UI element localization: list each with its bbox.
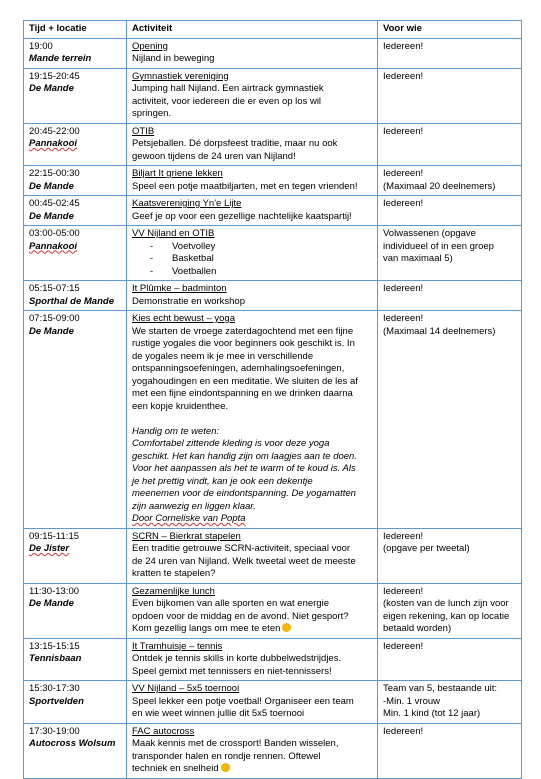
- location: Tennisbaan: [29, 653, 82, 664]
- description-line: We starten de vroege zaterdagochtend met een fijne: [132, 325, 354, 337]
- smiley-emoji-icon: [221, 763, 230, 772]
- activity-title: Kies echt bewust – yoga: [132, 313, 235, 324]
- description-line: Jumping hall Nijland. Een airtrack gymnastiek: [132, 83, 324, 94]
- audience-line: (Maximaal 14 deelnemers): [383, 325, 496, 337]
- description-line: en wie weet winnen jullie dit 5x5 toernooi: [132, 708, 305, 719]
- table-row: [24, 311, 522, 529]
- note-line: Handig om te weten:: [132, 425, 220, 437]
- activity-cell: [127, 681, 378, 724]
- activity-cell: [127, 226, 378, 281]
- audience-line: (Maximaal 20 deelnemers): [383, 180, 496, 192]
- activity-title: Kaatsvereniging Yn'e Lijte: [132, 198, 242, 209]
- activity-title: VV Nijland en OTIB: [132, 228, 215, 239]
- audience-line: Min. 1 kind (tot 12 jaar): [383, 708, 481, 719]
- description-line: Maak kennis met de crossport! Banden wisselen,: [132, 738, 339, 749]
- audience-cell: [378, 583, 522, 638]
- activity-title: Gymnastiek vereniging: [132, 70, 229, 82]
- description-line: Speel lekker een potje voetbal! Organiseer een team: [132, 695, 354, 707]
- time-slot: 19:00: [29, 40, 53, 52]
- activity-cell: [127, 583, 378, 638]
- table-row: [24, 38, 522, 68]
- description-line: de 24 uren van Nijland. Welk tweetal weet de meeste: [132, 555, 356, 567]
- audience-line: Iedereen!: [383, 530, 424, 542]
- schedule-table: [23, 20, 522, 779]
- description-line: Speel een potje maatbiljarten, met en tegen vrienden!: [132, 180, 358, 192]
- activity-list-item: - Voetvolley: [150, 241, 372, 254]
- activity-title: VV Nijland – 5x5 toernooi: [132, 683, 240, 694]
- audience-cell: [378, 528, 522, 583]
- time-slot: 03:00-05:00: [29, 228, 80, 239]
- table-row: [24, 723, 522, 778]
- description-line: yogahoudingen en een meditatie. We sluiten de les af: [132, 375, 358, 387]
- activity-list-item: - Basketbal: [150, 253, 372, 266]
- description-line: Nijland in beweging: [132, 53, 215, 64]
- activity-cell: [127, 68, 378, 123]
- activity-cell: [127, 166, 378, 196]
- time-location-cell: [24, 196, 127, 226]
- audience-line: (opgave per tweetal): [383, 543, 470, 554]
- audience-line: Iedereen!: [383, 70, 424, 82]
- audience-line: van maximaal 5): [383, 253, 453, 264]
- activity-cell: [127, 38, 378, 68]
- audience-cell: [378, 196, 522, 226]
- audience-line: -Min. 1 vrouw: [383, 695, 441, 707]
- time-location-cell: [24, 123, 127, 166]
- description-line: ontspanningsoefeningen, ademhalingsoefeningen,: [132, 363, 345, 374]
- description-line: kratten te stapelen?: [132, 568, 216, 579]
- table-row: [24, 166, 522, 196]
- note-line: zijn aanwezig en liggen klaar.: [132, 500, 256, 512]
- time-location-cell: [24, 583, 127, 638]
- activity-title: OTIB: [132, 125, 155, 137]
- audience-line: Iedereen!: [383, 125, 424, 137]
- description-line: Ontdek je tennis skills in korte dubbelwedstrijdjes.: [132, 653, 342, 664]
- time-slot: 20:45-22:00: [29, 125, 80, 137]
- description-line: gewoon tijdens de 24 uren van Nijland!: [132, 150, 296, 162]
- audience-cell: [378, 226, 522, 281]
- description-line: activiteit, voor iedereen die er even op los wil: [132, 95, 322, 107]
- description-line: de yogales neem ik je mee in verschillende: [132, 350, 314, 362]
- header-row: [24, 21, 522, 39]
- time-location-cell: [24, 281, 127, 311]
- activity-title: SCRN – Bierkrat stapelen: [132, 530, 241, 542]
- location: Autocross Wolsum: [29, 738, 116, 749]
- time-location-cell: [24, 638, 127, 681]
- audience-line: Iedereen!: [383, 283, 424, 294]
- activity-title: Gezamenlijke lunch: [132, 585, 215, 597]
- table-row: [24, 583, 522, 638]
- location: Sportvelden: [29, 695, 84, 707]
- time-slot: 07:15-09:00: [29, 313, 80, 324]
- time-slot: 19:15-20:45: [29, 70, 80, 82]
- table-row: [24, 123, 522, 166]
- description-line: transponder halen en rondje rennen. Oftewel: [132, 750, 321, 762]
- audience-cell: [378, 281, 522, 311]
- activity-cell: [127, 196, 378, 226]
- audience-cell: [378, 638, 522, 681]
- header-who: Voor wie: [378, 21, 522, 39]
- time-location-cell: [24, 723, 127, 778]
- audience-line: betaald worden): [383, 623, 452, 634]
- location: De Mande: [29, 325, 74, 337]
- time-slot: 09:15-11:15: [29, 530, 80, 542]
- audience-line: Team van 5, bestaande uit:: [383, 683, 498, 694]
- note-line: je het prettig vindt, kan je ook een dekentje: [132, 475, 313, 487]
- table-row: [24, 68, 522, 123]
- table-row: [24, 638, 522, 681]
- description-line: springen.: [132, 108, 172, 119]
- location: Pannakooi: [29, 138, 78, 149]
- activity-cell: [127, 123, 378, 166]
- location: De Mande: [29, 598, 74, 609]
- time-location-cell: [24, 38, 127, 68]
- time-slot: 05:15-07:15: [29, 283, 80, 294]
- audience-cell: [378, 723, 522, 778]
- time-slot: 17:30-19:00: [29, 725, 80, 737]
- table-row: [24, 528, 522, 583]
- location: Sporthal de Mande: [29, 295, 114, 307]
- audience-line: Volwassenen (opgave: [383, 228, 476, 239]
- audience-line: eigen rekening, kan op locatie: [383, 610, 510, 622]
- table-row: [24, 281, 522, 311]
- time-location-cell: [24, 68, 127, 123]
- note-line: Comfortabel zittende kleding is voor deze yoga: [132, 438, 330, 449]
- activity-title: Opening: [132, 40, 168, 52]
- audience-cell: [378, 681, 522, 724]
- header-time: Tijd + locatie: [24, 21, 127, 39]
- description-line: Een traditie getrouwe SCRN-activiteit, speciaal voor: [132, 543, 351, 554]
- audience-cell: [378, 123, 522, 166]
- location: De Mande: [29, 83, 74, 94]
- description-line: Even bijkomen van alle sporten en wat energie: [132, 598, 329, 609]
- location: Pannakooi: [29, 240, 78, 252]
- description-line: techniek en snelheid: [132, 763, 372, 776]
- activity-cell: [127, 638, 378, 681]
- activity-cell: [127, 528, 378, 583]
- activity-title: Biljart It griene lekken: [132, 168, 223, 179]
- location: De Mande: [29, 180, 74, 192]
- time-location-cell: [24, 166, 127, 196]
- time-slot: 00:45-02:45: [29, 198, 80, 209]
- description-line: een kopje kruidenthee.: [132, 400, 229, 412]
- audience-line: Iedereen!: [383, 198, 424, 209]
- description-line: Demonstratie en workshop: [132, 295, 245, 307]
- time-slot: 13:15-15:15: [29, 640, 80, 652]
- audience-line: Iedereen!: [383, 168, 424, 179]
- time-slot: 15:30-17:30: [29, 683, 80, 694]
- note-line: Voor het aanpassen als het te warm of te koud is. Als: [132, 463, 356, 474]
- time-slot: 11:30-13:00: [29, 585, 80, 597]
- smiley-emoji-icon: [282, 623, 291, 632]
- table-row: [24, 226, 522, 281]
- location: De Mande: [29, 210, 74, 222]
- description-line: Geef je op voor een gezellige nachtelijke kaatspartij!: [132, 210, 352, 222]
- time-slot: 22:15-00:30: [29, 168, 80, 179]
- audience-line: individueel of in een groep: [383, 240, 494, 252]
- audience-line: Iedereen!: [383, 725, 424, 737]
- table-row: [24, 681, 522, 724]
- location: De Jister: [29, 543, 70, 554]
- audience-line: (kosten van de lunch zijn voor: [383, 598, 509, 609]
- note-line: geschikt. Het kan handig zijn om laagjes aan te doen.: [132, 450, 357, 462]
- activity-list-item: - Voetballen: [150, 266, 372, 279]
- activity-title: It Tramhuisje – tennis: [132, 640, 223, 652]
- description-line: rustige yogales die voor beginners ook geschikt is. In: [132, 338, 355, 349]
- audience-line: Iedereen!: [383, 585, 424, 597]
- activity-title: FAC autocross: [132, 725, 195, 737]
- description-line: Speel gemixt met tennissers en niet-tennissers!: [132, 665, 332, 677]
- audience-line: Iedereen!: [383, 640, 424, 652]
- description-line: opdoen voor de middag en de avond. Niet gesport?: [132, 610, 349, 622]
- activity-cell: [127, 311, 378, 529]
- description-line: met een fijne eindontspanning en we drinken daarna: [132, 388, 353, 399]
- audience-cell: [378, 166, 522, 196]
- signature: Door Corneliske van Popta: [132, 513, 246, 524]
- audience-cell: [378, 38, 522, 68]
- header-activity: Activiteit: [127, 21, 378, 39]
- activity-cell: [127, 281, 378, 311]
- audience-line: Iedereen!: [383, 40, 424, 52]
- note-line: meenemen voor de eindontspanning. De yogamatten: [132, 488, 356, 499]
- time-location-cell: [24, 226, 127, 281]
- table-row: [24, 196, 522, 226]
- location: Mande terrein: [29, 53, 92, 64]
- time-location-cell: [24, 528, 127, 583]
- audience-cell: [378, 68, 522, 123]
- audience-line: Iedereen!: [383, 313, 424, 324]
- description-line: Kom gezellig langs om mee te eten: [132, 623, 372, 636]
- time-location-cell: [24, 311, 127, 529]
- activity-title: It Plûmke – badminton: [132, 283, 227, 294]
- time-location-cell: [24, 681, 127, 724]
- audience-cell: [378, 311, 522, 529]
- description-line: Petsjeballen. Dé dorpsfeest traditie, maar nu ook: [132, 138, 338, 149]
- activity-list: [132, 241, 372, 279]
- activity-cell: [127, 723, 378, 778]
- spacer: [132, 413, 372, 426]
